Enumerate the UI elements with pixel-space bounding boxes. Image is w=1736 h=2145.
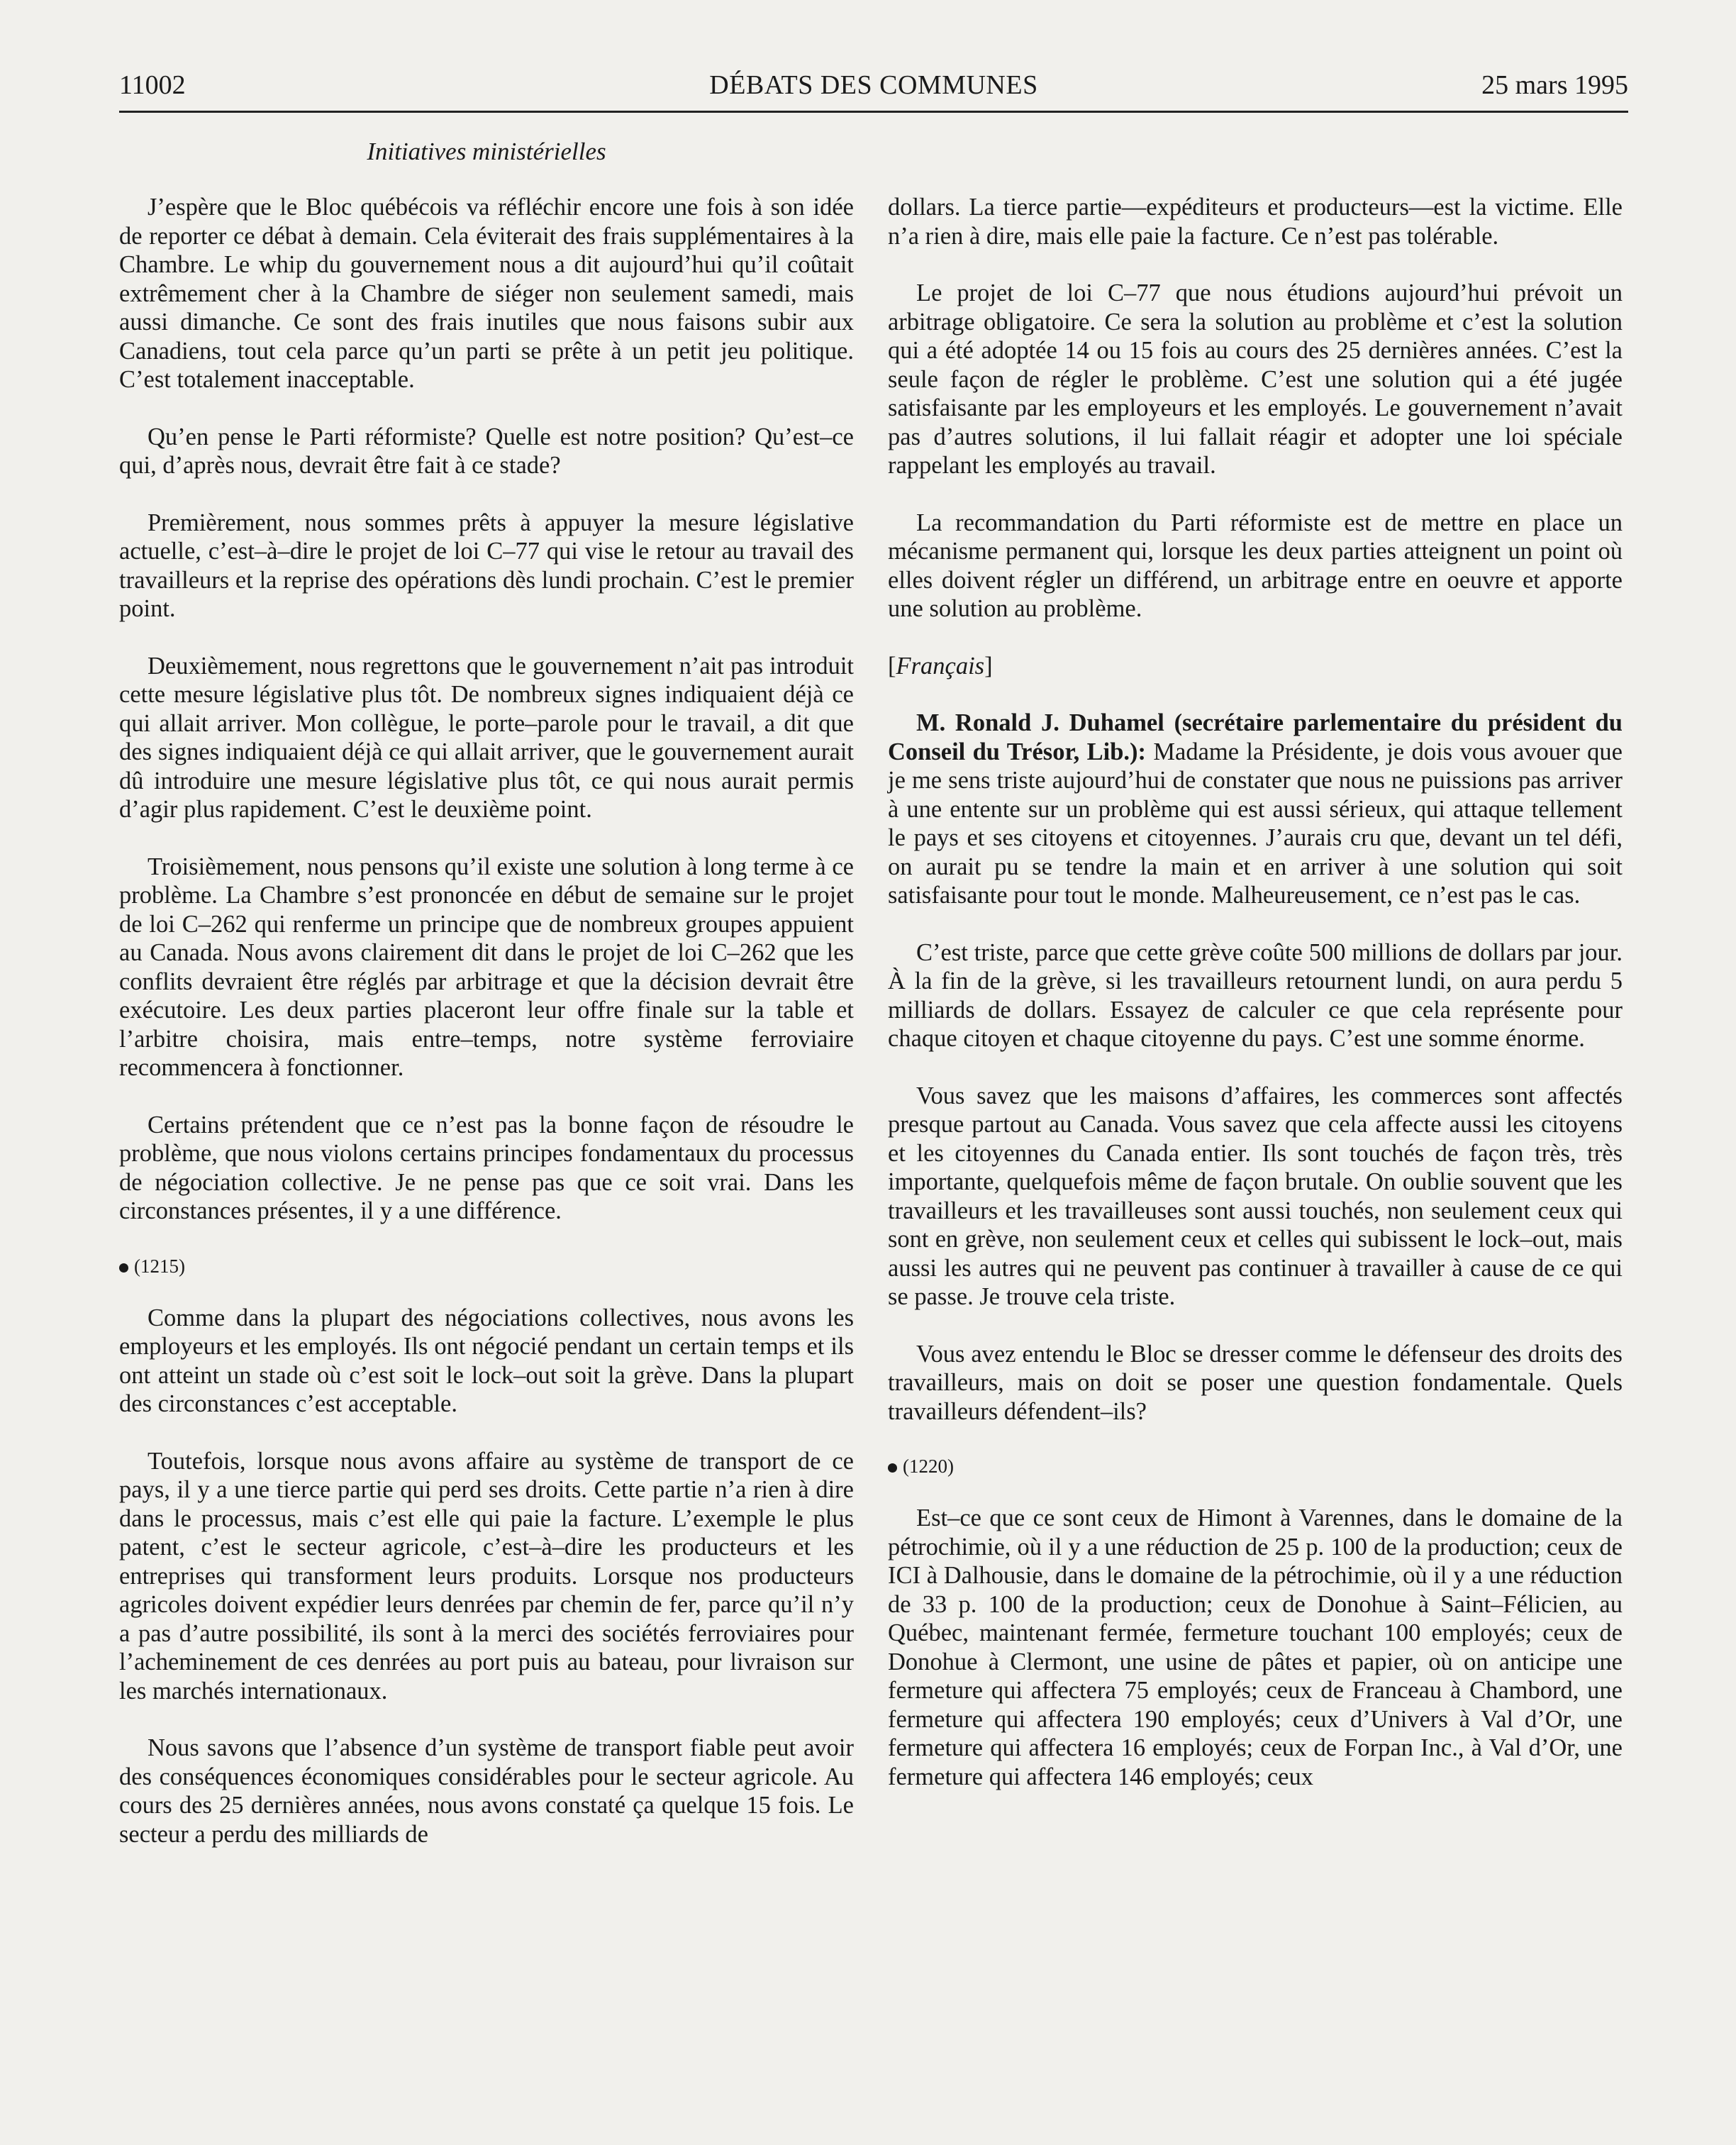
paragraph: Comme dans la plupart des négociations collectives, nous avons les employeurs et les employés. Ils ont négocié pendant un certain temps et ils ont atteint un stade où c’est soit le lock–out soit la grève. Dans la plupart des circonstances c’est acceptable. xyxy=(119,1304,854,1417)
time-stamp xyxy=(119,1254,854,1278)
paragraph: Certains prétendent que ce n’est pas la bonne façon de résoudre le problème, que nous violons certains principes fondamentaux du processus de négociation collective. Je ne pense pas que ce soit vrai. Dans les circonstances présentes, il y a une différence. xyxy=(119,1111,854,1224)
time-stamp-text: (1220) xyxy=(903,1456,954,1477)
paragraph: La recommandation du Parti réformiste est de mettre en place un mécanisme permanent qui, lorsque les deux parties atteignent un point où elles doivent régler un différend, un arbitrage entre en oeuvre et apporte une solution au problème. xyxy=(888,509,1623,622)
paragraph: Le projet de loi C–77 que nous étudions aujourd’hui prévoit un arbitrage obligatoire. Ce sera la solution au problème et c’est la solution qui a été adoptée 14 ou 15 fois au cours des 25 dernières années. C’est la seule façon de régler le problème. C’est une solution qui a été jugée satisfaisante par les employeurs et les employés. Le gouvernement n’avait pas d’autres solutions, il lui fallait réagir et adopter une loi spéciale rappelant les employés au travail. xyxy=(888,279,1623,479)
paragraph: dollars. La tierce partie—expéditeurs et producteurs—est la victime. Elle n’a rien à dire, mais elle paie la facture. Ce n’est pas tolérable. xyxy=(888,194,1623,250)
bullet-icon xyxy=(119,1263,128,1273)
right-column xyxy=(888,193,1623,1819)
page-header xyxy=(119,65,1628,113)
paragraph: Premièrement, nous sommes prêts à appuyer la mesure législative actuelle, c’est–à–dire le projet de loi C–77 qui vise le retour au travail des travailleurs et la reprise des opérations dès lundi prochain. C’est le premier point. xyxy=(119,509,854,622)
language-marker-text: Français xyxy=(896,652,985,680)
left-column xyxy=(119,193,854,1877)
paragraph: Qu’en pense le Parti réformiste? Quelle est notre position? Qu’est–ce qui, d’après nous, devrait être fait à ce stade? xyxy=(119,423,854,479)
page-date: 25 mars 1995 xyxy=(1481,70,1628,100)
paragraph: Troisièmement, nous pensons qu’il existe une solution à long terme à ce problème. La Chambre s’est prononcée en début de semaine sur le projet de loi C–262 qui renferme un principe que de nombreux groupes appuient au Canada. Nous avons clairement dit dans le projet de loi C–262 que les conflits devraient être réglés par arbitrage et que la décision devrait être exécutoire. Les deux parties placeront leur offre finale sur la table et l’arbitre choisira, mais entre–temps, notre système ferroviaire recommencera à fonctionner. xyxy=(119,853,854,1081)
time-stamp xyxy=(888,1454,1623,1478)
paragraph: Toutefois, lorsque nous avons affaire au système de transport de ce pays, il y a une tierce partie qui perd ses droits. Cette partie n’a rien à dire dans le processus, mais c’est elle qui paie la facture. L’exemple le plus patent, c’est le secteur agricole, c’est–à–dire les producteurs et les entreprises qui transforment leurs produits. Lorsque nos producteurs agricoles doivent expédier leurs denrées par chemin de fer, parce qu’il n’y a pas d’autre possibilité, ils sont à la merci des sociétés ferroviaires pour l’acheminement de ces denrées au port puis au bateau, pour livraison sur les marchés internationaux. xyxy=(119,1447,854,1705)
paragraph: J’espère que le Bloc québécois va réfléchir encore une fois à son idée de reporter ce débat à demain. Cela éviterait des frais supplémentaires à la Chambre. Le whip du gouvernement nous a dit aujourd’hui qu’il coûtait extrêmement cher à la Chambre de siéger non seulement samedi, mais aussi dimanche. Ce sont des frais inutiles que nous faisons subir aux Canadiens, tout cela parce qu’un parti se prête à un petit jeu politique. C’est totalement inacceptable. xyxy=(119,194,854,393)
speech-text: Madame la Présidente, je dois vous avouer que je me sens triste aujourd’hui de constater que nous ne puissions pas arriver à une entente sur un problème qui est aussi sérieux, qui attaque tellement le pays et ses citoyens et citoyennes. J’aurais cru que, devant un tel défi, on aurait pu se tendre la main et en arriver à une solution qui soit satisfaisante pour tout le monde. Malheureusement, ce n’est pas le cas. xyxy=(888,738,1623,909)
bullet-icon xyxy=(888,1463,897,1473)
language-marker: [Français] xyxy=(888,652,993,680)
paragraph: Vous avez entendu le Bloc se dresser comme le défenseur des droits des travailleurs, mais on doit se poser une question fondamentale. Quels travailleurs défendent–ils? xyxy=(888,1340,1623,1425)
time-stamp-text: (1215) xyxy=(134,1255,185,1277)
paragraph: Vous savez que les maisons d’affaires, les commerces sont affectés presque partout au Canada. Vous savez que cela affecte aussi les citoyens et les citoyennes du Canada entier. Ils sont touchés de façon très, très importante, quelquefois même de façon brutale. On oublie souvent que les travailleurs et les travailleuses sont aussi touchés, non seulement ceux qui sont en grève, non seulement ceux et celles qui subissent le lock–out, mais aussi les autres qui ne peuvent pas continuer à travailler à cause de ce qui se passe. Je trouve cela triste. xyxy=(888,1082,1623,1310)
speaker-name: M. Ronald J. Duhamel (secrétaire parlementaire du président du Conseil du Trésor, Lib.): xyxy=(888,709,1623,765)
publication-title: DÉBATS DES COMMUNES xyxy=(709,70,1038,100)
page-number: 11002 xyxy=(119,70,186,100)
paragraph: Est–ce que ce sont ceux de Himont à Varennes, dans le domaine de la pétrochimie, où il y a une réduction de 25 p. 100 de la production; ceux de ICI à Dalhousie, dans le domaine de la pétrochimie, où il y a une réduction de 33 p. 100 de la production; ceux de Donohue à Saint–Félicien, au Québec, maintenant fermée, fermeture touchant 100 employés; ceux de Donohue à Clermont, une usine de pâtes et papier, où on anticipe une fermeture qui affectera 75 employés; ceux de Franceau à Chambord, une fermeture qui affectera 190 employés; ceux d’Univers à Val d’Or, une fermeture qui affectera 16 employés; ceux de Forpan Inc., à Val d’Or, une fermeture qui affectera 146 employés; ceux xyxy=(888,1504,1623,1790)
paragraph: Deuxièmement, nous regrettons que le gouvernement n’ait pas introduit cette mesure législative plus tôt. De nombreux signes indiquaient déjà ce qui allait arriver. Mon collègue, le porte–parole pour le travail, a dit que des signes indiquaient déjà ce qui allait arriver, que le gouvernement aurait dû introduire une mesure législative plus tôt, ce qui nous aurait permis d’agir plus rapidement. C’est le deuxième point. xyxy=(119,652,854,823)
section-title: Initiatives ministérielles xyxy=(367,138,606,165)
speech-paragraph xyxy=(888,709,1623,910)
paragraph: C’est triste, parce que cette grève coûte 500 millions de dollars par jour. À la fin de la grève, si les travailleurs retournent lundi, on aura perdu 5 milliards de dollars. Essayez de calculer ce que cela représente pour chaque citoyen et chaque citoyenne du pays. C’est une somme énorme. xyxy=(888,938,1623,1052)
paragraph: Nous savons que l’absence d’un système de transport fiable peut avoir des conséquences économiques considérables pour le secteur agricole. Au cours des 25 dernières années, nous avons constaté ça quelque 15 fois. Le secteur a perdu des milliards de xyxy=(119,1734,854,1848)
